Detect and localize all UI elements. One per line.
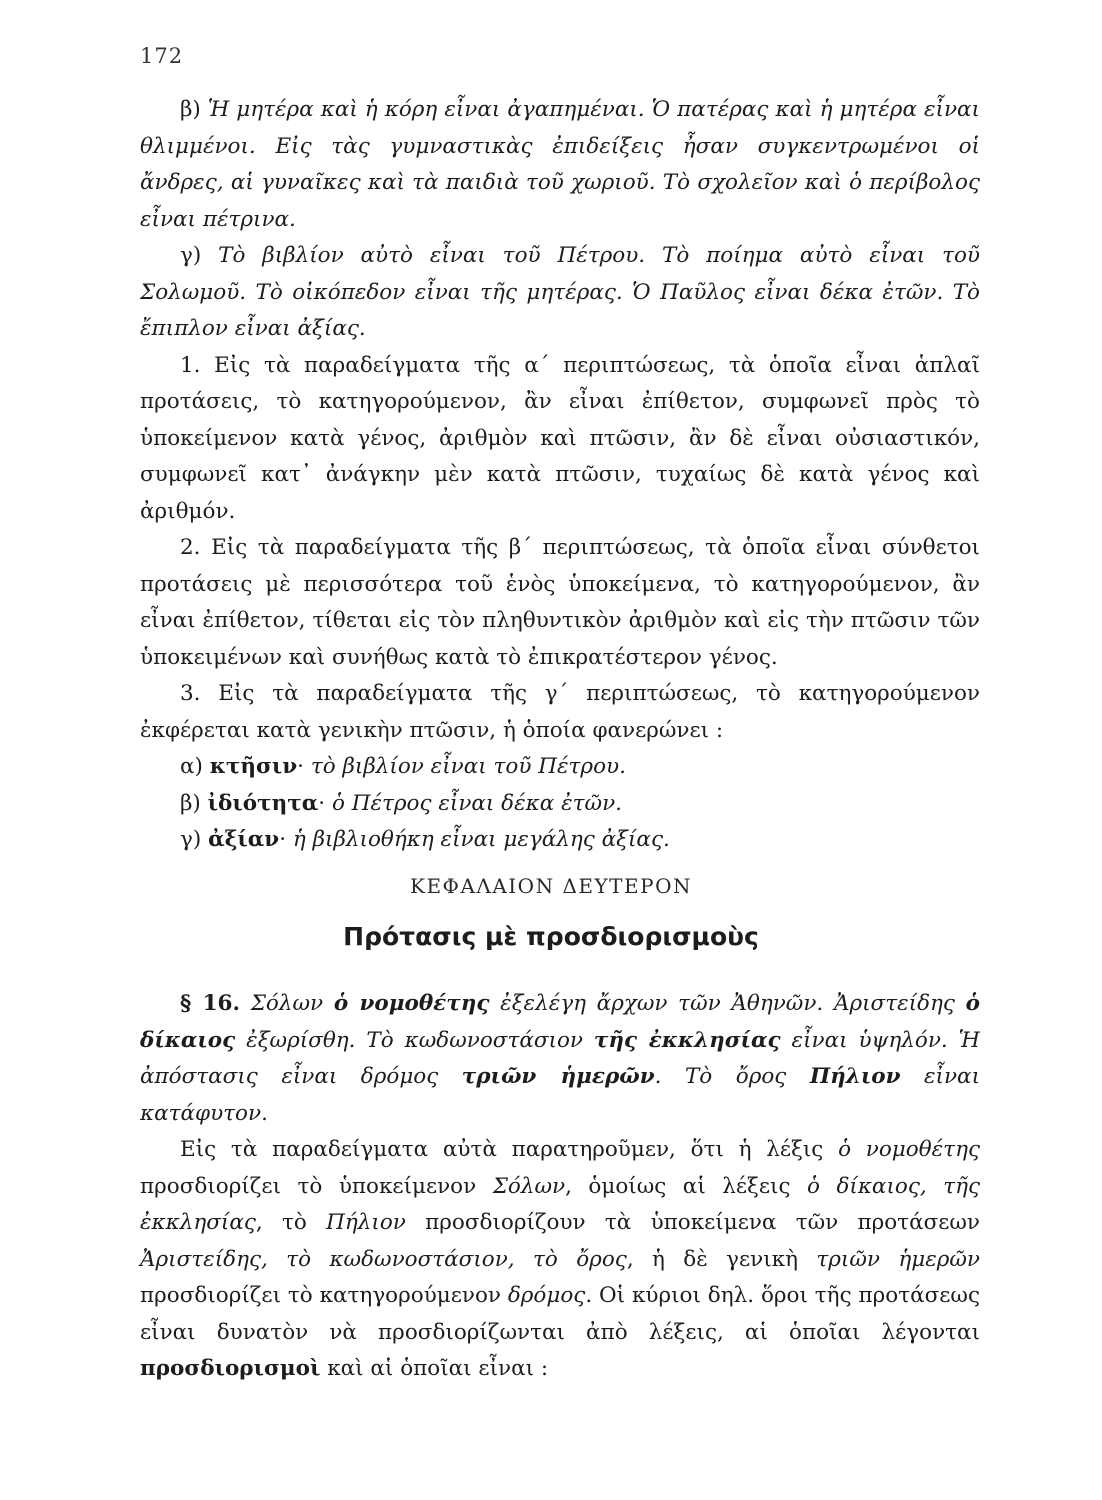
text-run: , ὁμοίως αἱ λέξεις [565,1173,807,1199]
text-run: προσδιορίζουν τὰ ὑποκείμενα τῶν προτάσεων [405,1210,980,1235]
text-run: . Τὸ ὄρος [654,1064,810,1089]
list-item-example: τὸ βιβλίον εἶναι τοῦ Πέτρου. [310,754,626,779]
example-beta-text: Ἡ μητέρα καὶ ἡ κόρη εἶναι ἀγαπημέναι. Ὁ πατέρας καὶ ἡ μητέρα εἶναι θλιμμένοι. Εἰς τὰς γυμναστικὰς ἐπιδείξεις ἦσαν συγκεντρωμένοι οἱ ἄνδρες, αἱ γυναῖκες καὶ τὰ παιδιὰ τοῦ χωριοῦ. Τὸ σχολεῖον καὶ ὁ περίβολος εἶναι πέτρινα. [140,97,980,232]
bold-term: προσδιορισμοὶ [140,1356,321,1381]
list-item-term: κτῆσιν [209,754,298,779]
text-run: , ἡ δὲ γενικὴ [626,1246,817,1272]
emphasis-run: ὁ νομοθέτης [333,991,490,1016]
example-gamma-text: Τὸ βιβλίον αὐτὸ εἶναι τοῦ Πέτρου. Τὸ ποίημα αὐτὸ εἶναι τοῦ Σολωμοῦ. Τὸ οἰκόπεδον εἶναι τῆς μητέρας. Ὁ Παῦλος εἶναι δέκα ἐτῶν. Τὸ ἔπιπλον εἶναι ἀξίας. [140,243,980,341]
list-item-marker: γ) [180,827,209,852]
list-item-marker: β) [180,790,208,816]
rule-1-paragraph: 1. Εἰς τὰ παραδείγματα τῆς α΄ περιπτώσεως, τὰ ὁποῖα εἶναι ἁπλαῖ προτάσεις, τὸ κατηγορούμενον, ἂν εἶναι ἐπίθετον, συμφωνεῖ πρὸς τὸ ὑποκείμενον κατὰ γένος, ἀριθμὸν καὶ πτῶσιν, ἂν δὲ εἶναι οὐσιαστικόν, συμφωνεῖ κατ᾽ ἀνάγκην μὲν κατὰ πτῶσιν, τυχαίως δὲ κατὰ γένος καὶ ἀριθμόν. [140,352,980,524]
text-run: προσδιορίζει τὸ ὑποκείμενον [140,1173,493,1199]
section-title: Πρότασις μὲ προσδιορισμοὺς [343,922,759,951]
list-item-term: ἀξίαν [208,827,280,852]
rule-2-paragraph: 2. Εἰς τὰ παραδείγματα τῆς β΄ περιπτώσεως, τὰ ὁποῖα εἶναι σύνθετοι προτάσεις μὲ περισσότερα τοῦ ἑνὸς ὑποκείμενα, τὸ κατηγορούμενον, ἂν εἶναι ἐπίθετον, τίθεται εἰς τὸν πληθυντικὸν ἀριθμὸν καὶ εἰς τὴν πτῶσιν τῶν ὑποκειμένων καὶ συνήθως κατὰ τὸ ἐπικρατέστερον γένος. [140,535,980,670]
rule-3-paragraph: 3. Εἰς τὰ παραδείγματα τῆς γ΄ περιπτώσεως, τὸ κατηγορούμενον ἐκφέρεται κατὰ γενικὴν πτῶσιν, ἡ ὁποία φανερώνει : [140,681,980,743]
emphasis-run: τριῶν ἡμερῶν [461,1064,655,1089]
example-beta-paragraph [140,92,980,238]
italic-run: Ἀριστείδης, τὸ κωδωνοστάσιον, τὸ ὄρος [140,1246,627,1272]
list-item-term: ἰδιότητα [207,790,319,816]
italic-run: Σόλων [492,1173,566,1199]
text-run: καὶ αἱ ὁποῖαι εἶναι : [320,1356,549,1381]
text-run: εἶναι κατάφυτον. [140,1064,980,1126]
list-item-marker: α) [180,754,210,779]
example-beta-marker: β) [180,97,208,122]
list-item-separator: · [279,827,293,852]
lower-text-block [140,986,980,1388]
section-number: § 16. [180,991,241,1016]
list-item-separator: · [297,754,311,779]
emphasis-run: τῆς ἐκκλησίας [593,1027,781,1053]
list-item-example: ἡ βιβλιοθήκη εἶναι μεγάλης ἀξίας. [292,827,670,852]
text-run: ἐξωρίσθη. Τὸ κωδωνοστάσιον [235,1027,594,1053]
italic-run: δρόμος [507,1283,586,1308]
example-gamma-marker: γ) [180,243,219,268]
explanation-paragraph [140,1132,980,1388]
text-run: Εἰς τὰ παραδείγματα αὐτὰ παρατηροῦμεν, ὅτι ἡ λέξις [180,1137,839,1162]
list-item [140,786,980,823]
list-item-separator: · [318,790,332,816]
chapter-heading: ΚΕΦΑΛΑΙΟΝ ΔΕΥΤΕΡΟΝ [410,874,692,898]
list-item-example: ὁ Πέτρος εἶναι δέκα ἐτῶν. [331,790,622,816]
italic-run: τριῶν ἡμερῶν [816,1246,980,1272]
list-item [140,749,980,786]
example-gamma-paragraph [140,238,980,348]
list-item [140,822,980,859]
text-run: Σόλων [240,991,334,1016]
emphasis-run: ὁ δίκαιος [140,991,980,1053]
text-run: . Οἱ κύριοι δηλ. ὅροι τῆς προτάσεως εἶναι δυνατὸν νὰ προσδιορίζωνται ἀπὸ λέξεις, αἱ ὁποῖαι λέγονται [140,1283,980,1345]
page-number: 172 [140,44,184,68]
text-run: προσδιορίζει τὸ κατηγορούμενον [140,1283,508,1308]
italic-run: ὁ δίκαιος, τῆς ἐκκλησίας [140,1173,981,1235]
text-run: ἐξελέγη ἄρχων τῶν Ἀθηνῶν. Ἀριστείδης [489,991,966,1016]
italic-run: ὁ νομοθέτης [838,1137,980,1162]
upper-text-block [140,92,980,859]
emphasis-run: Πήλιον [809,1064,901,1089]
section-16-paragraph [140,986,980,1132]
genitive-meaning-list [140,749,980,859]
text-run: εἶναι ὑψηλόν. Ἡ ἀπόστασις εἶναι δρόμος [140,1027,980,1089]
italic-run: Πήλιον [326,1210,406,1235]
text-run: , τὸ [255,1210,327,1235]
